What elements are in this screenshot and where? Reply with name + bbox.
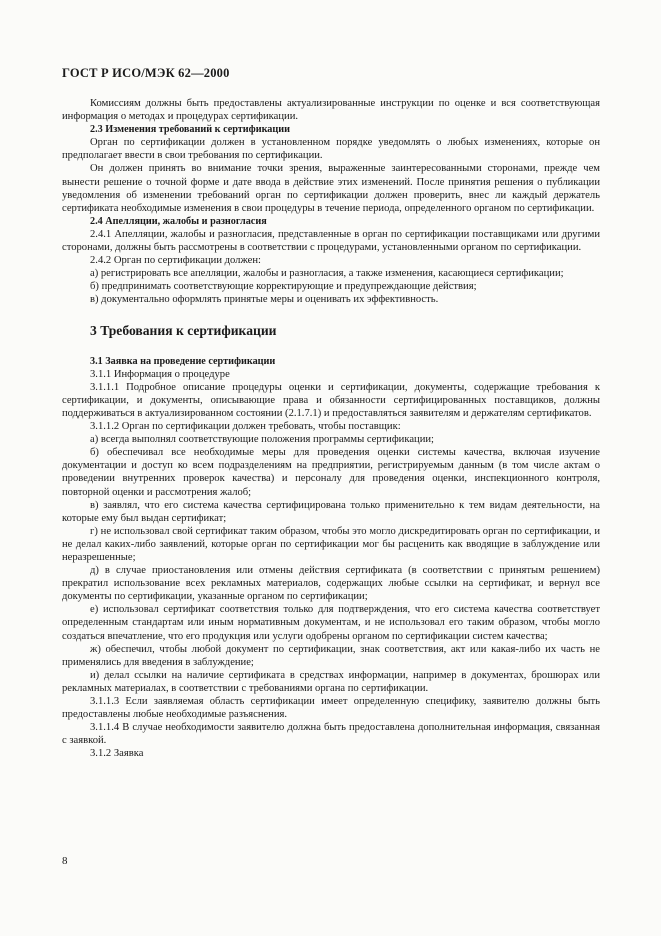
paragraph: 3.1.1.1 Подробное описание процедуры оценки и сертификации, документы, содержащие требования к сертификации, и документы, описывающие права и обязанности сертифицированных поставщиков, должны поддерживаться в актуализированном состоянии (2.1.7.1) и предоставляться заявителям и держателям сертификатов. — [62, 381, 600, 419]
subsection-heading: 2.4 Апелляции, жалобы и разногласия — [90, 215, 267, 227]
paragraph: Он должен принять во внимание точки зрения, выраженные заинтересованными сторонами, прежде чем вынести решение о точной форме и дате ввода в действие этих изменений. После принятия решения о публикации уведомления об изменении требований орган по сертификации должен проверить, внес ли каждый держатель сертификата необходимые изменения в свои процедуры в течение периода, определенного органом по сертификации. — [62, 163, 600, 214]
section-heading: 3 Требования к сертификации — [90, 322, 277, 338]
section-3 — [62, 355, 600, 761]
paragraph: в) документально оформлять принятые меры и оценивать их эффективность. — [90, 294, 439, 306]
paragraph: а) регистрировать все апелляции, жалобы и разногласия, а также изменения, касающиеся сертификации; — [90, 268, 564, 280]
paragraph: 3.1.1.2 Орган по сертификации должен требовать, чтобы поставщик: — [90, 421, 401, 433]
subsection-heading: 2.3 Изменения требований к сертификации — [90, 124, 290, 136]
page-content — [62, 97, 600, 761]
paragraph: ж) обеспечил, чтобы любой документ по сертификации, знак соответствия, акт или какая-либо их часть не применялись для введения в заблуждение; — [62, 643, 600, 668]
page-number: 8 — [62, 855, 68, 867]
paragraph: д) в случае приостановления или отмены действия сертификата (в соответствии с принятым решением) прекратил использование всех рекламных материалов, содержащих любые ссылки на сертификат, и вернул все документы по сертификации, указанные органом по сертификации; — [62, 565, 600, 603]
paragraph: б) обеспечивал все необходимые меры для проведения оценки системы качества, включая изучение документации и доступ ко всем подразделениям на предприятии, регистрируемым данным (в том числе актам о проведении внутренних проверок качества) и персоналу для проведения оценки, инспекционного контроля, повторной оценки и рассмотрения жалоб; — [62, 447, 600, 498]
subsection-heading: 3.1 Заявка на проведение сертификации — [90, 355, 276, 367]
standard-header: ГОСТ Р ИСО/МЭК 62—2000 — [62, 66, 230, 80]
paragraph: 2.4.1 Апелляции, жалобы и разногласия, представленные в орган по сертификации поставщиками или другими сторонами, должны быть рассмотрены в соответствии с процедурами, установленными органом по сертификации. — [62, 228, 600, 254]
paragraph: 3.1.1.3 Если заявляемая область сертификации имеет определенную специфику, заявителю должны быть предоставлены любые необходимые разъяснения. — [62, 696, 600, 721]
paragraph: 3.1.2 Заявка — [90, 748, 144, 760]
paragraph: и) делал ссылки на наличие сертификата в средствах информации, например в документах, брошюрах или рекламных материалах, в соответствии с требованиями органа по сертификации. — [62, 669, 600, 694]
paragraph: Орган по сертификации должен в установленном порядке уведомлять о любых изменениях, которые он предполагает ввести в свои требования по сертификации. — [62, 137, 600, 162]
paragraph: г) не использовал свой сертификат таким образом, чтобы это могло дискредитировать орган по сертификации, и не делал каких-либо заявлений, которые орган по сертификации мог бы расценить как вводящие в заблуждение или неразрешенные; — [62, 525, 600, 563]
paragraph: а) всегда выполнял соответствующие положения программы сертификации; — [90, 434, 434, 446]
paragraph: 3.1.1.4 В случае необходимости заявителю должна быть предоставлена дополнительная информация, связанная с заявкой. — [62, 722, 600, 747]
paragraph: е) использовал сертификат соответствия только для подтверждения, что его система качества соответствует определенным стандартам или иным нормативным документам, и не использовал его таким образом, чтобы могло создаться впечатление, что его продукция или услуги одобрены органом по сертификации систем качества; — [62, 604, 600, 642]
paragraph: б) предпринимать соответствующие корректирующие и предупреждающие действия; — [90, 281, 477, 293]
paragraph: 2.4.2 Орган по сертификации должен: — [90, 255, 261, 267]
section-2-continued — [62, 97, 600, 307]
paragraph: в) заявлял, что его система качества сертифицирована только применительно к тем видам деятельности, на которые ему был выдан сертификат; — [62, 499, 600, 524]
paragraph: Комиссиям должны быть предоставлены актуализированные инструкции по оценке и вся соответствующая информация о методах и процедурах сертификации. — [62, 98, 600, 123]
paragraph: 3.1.1 Информация о процедуре — [90, 368, 230, 380]
